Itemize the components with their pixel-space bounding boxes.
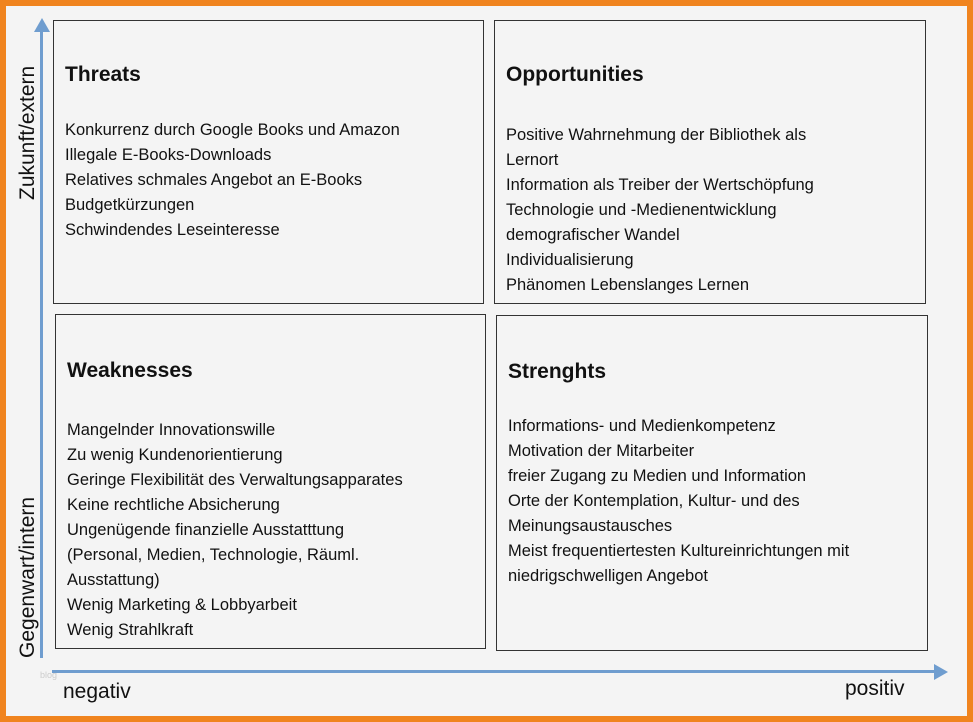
list-item: Illegale E-Books-Downloads — [65, 146, 272, 164]
item-list — [508, 414, 849, 589]
quadrant-title: Strenghts — [508, 360, 607, 383]
list-item: Wenig Marketing & Lobbyarbeit — [67, 596, 297, 614]
list-item: demografischer Wandel — [506, 226, 680, 244]
list-item: Mangelnder Innovationswille — [67, 421, 276, 439]
list-item: Konkurrenz durch Google Books und Amazon — [65, 121, 400, 139]
list-item: Schwindendes Leseinteresse — [65, 221, 280, 239]
list-item: Orte der Kontemplation, Kultur- und des — [508, 492, 800, 510]
list-item: Information als Treiber der Wertschöpfung — [506, 176, 814, 194]
horizontal-axis — [52, 670, 936, 673]
watermark: blog — [40, 670, 58, 680]
quadrant-strengths — [496, 315, 928, 651]
list-item: niedrigschwelligen Angebot — [508, 567, 708, 585]
quadrant-title: Opportunities — [506, 63, 644, 86]
quadrant-opportunities — [494, 20, 926, 304]
list-item: Motivation der Mitarbeiter — [508, 442, 695, 460]
y-axis-bottom-label: Gegenwart/intern — [16, 496, 39, 658]
item-list — [65, 118, 400, 243]
quadrant-weaknesses — [55, 314, 486, 649]
list-item: Positive Wahrnehmung der Bibliothek als — [506, 126, 807, 144]
list-item: Ungenügende finanzielle Ausstatttung — [67, 521, 345, 539]
vertical-axis — [40, 30, 43, 658]
quadrant-title: Threats — [65, 63, 141, 86]
arrow-up-icon — [34, 18, 50, 32]
list-item: Budgetkürzungen — [65, 196, 195, 214]
quadrant-title: Weaknesses — [67, 359, 193, 382]
list-item: Zu wenig Kundenorientierung — [67, 446, 283, 464]
y-axis-top-label: Zukunft/extern — [16, 65, 39, 200]
list-item: Keine rechtliche Absicherung — [67, 496, 280, 514]
item-list — [67, 418, 403, 643]
list-item: Technologie und -Medienentwicklung — [506, 201, 777, 219]
x-axis-left-label: negativ — [63, 680, 131, 703]
list-item: freier Zugang zu Medien und Information — [508, 467, 807, 485]
list-item: Geringe Flexibilität des Verwaltungsapparates — [67, 471, 403, 489]
list-item: Informations- und Medienkompetenz — [508, 417, 776, 435]
item-list — [506, 123, 814, 298]
list-item: Individualisierung — [506, 251, 634, 269]
list-item: Meist frequentiertesten Kultureinrichtungen mit — [508, 542, 850, 560]
list-item: Relatives schmales Angebot an E-Books — [65, 171, 363, 189]
list-item: Ausstattung) — [67, 571, 160, 589]
quadrant-threats — [53, 20, 484, 304]
list-item: Wenig Strahlkraft — [67, 621, 194, 639]
x-axis-right-label: positiv — [845, 677, 905, 700]
list-item: Phänomen Lebenslanges Lernen — [506, 276, 750, 294]
list-item: (Personal, Medien, Technologie, Räuml. — [67, 546, 360, 564]
list-item: Lernort — [506, 151, 559, 169]
list-item: Meinungsaustausches — [508, 517, 673, 535]
arrow-right-icon — [934, 664, 948, 680]
